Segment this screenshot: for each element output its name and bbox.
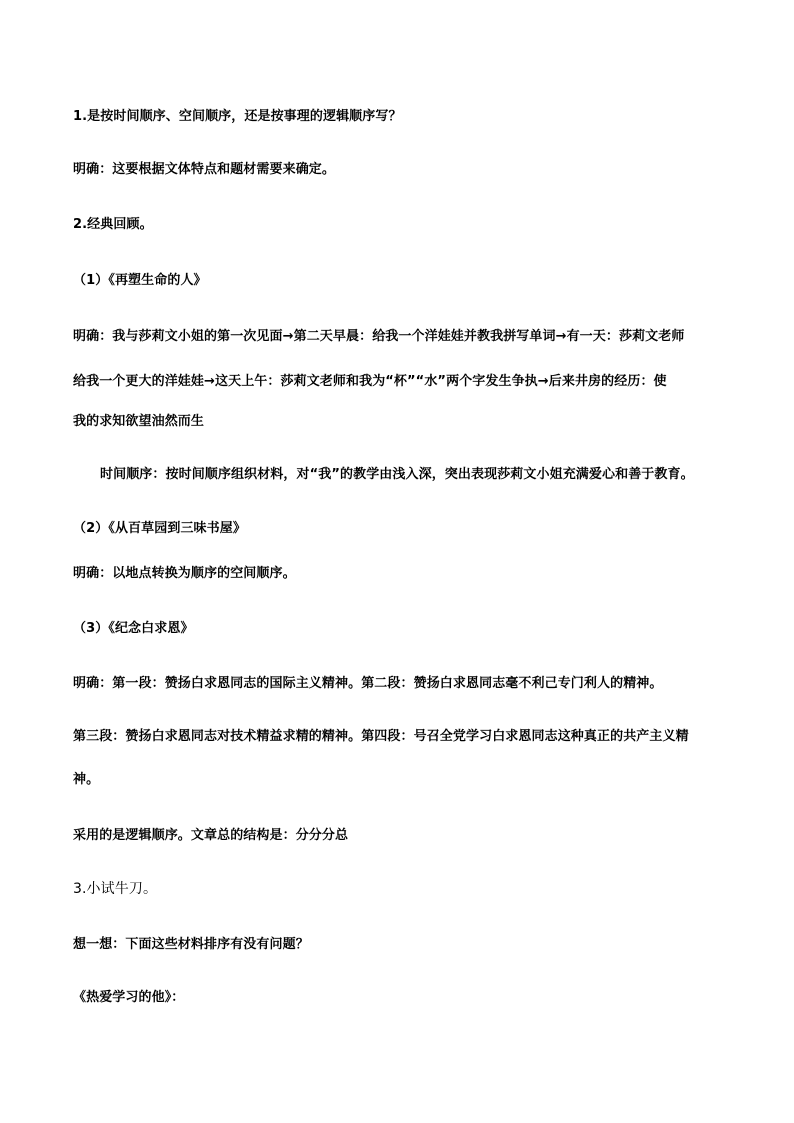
- example-3-answer-line-2: 第三段：赞扬白求恩同志对技术精益求精的精神。第四段：号召全党学习白求恩同志这种真正的共产主义精: [73, 729, 689, 744]
- think-question: 想一想：下面这些材料排序有没有问题？: [73, 937, 309, 952]
- example-3-title: （3）《纪念白求恩》: [73, 621, 194, 636]
- answer-1: 明确：这要根据文体特点和题材需要来确定。: [73, 162, 336, 177]
- example-1-title: （1）《再塑生命的人》: [73, 273, 207, 288]
- example-1-summary: 时间顺序：按时间顺序组织材料，对“我”的教学由浅入深，突出表现莎莉文小姐充满爱心和善于教育。: [100, 467, 694, 482]
- section-3-heading: 3.小试牛刀。: [73, 881, 158, 897]
- example-1-answer-line-1: 明确：我与莎莉文小姐的第一次见面→第二天早晨：给我一个洋娃娃并教我拼写单词→有一天：莎莉文老师: [73, 329, 685, 344]
- question-1: 1.是按时间顺序、空间顺序，还是按事理的逻辑顺序写？: [73, 109, 402, 124]
- example-1-answer-line-2: 给我一个更大的洋娃娃→这天上午：莎莉文老师和我为“杯”“水”两个字发生争执→后来井房的经历：使: [73, 374, 667, 389]
- example-1-answer-line-3: 我的求知欲望油然而生: [73, 414, 205, 429]
- example-3-structure: 采用的是逻辑顺序。文章总的结构是：分分分总: [73, 828, 349, 843]
- section-2-heading: 2.经典回顾。: [73, 217, 153, 232]
- example-2-title: （2）《从百草园到三味书屋》: [73, 521, 246, 536]
- example-3-answer-line-3: 神。: [73, 772, 100, 787]
- essay-title: 《热爱学习的他》：: [73, 990, 185, 1005]
- example-3-answer-line-1: 明确：第一段：赞扬白求恩同志的国际主义精神。第二段：赞扬白求恩同志毫不利己专门利人的精神。: [73, 676, 663, 691]
- example-2-answer: 明确：以地点转换为顺序的空间顺序。: [73, 566, 296, 581]
